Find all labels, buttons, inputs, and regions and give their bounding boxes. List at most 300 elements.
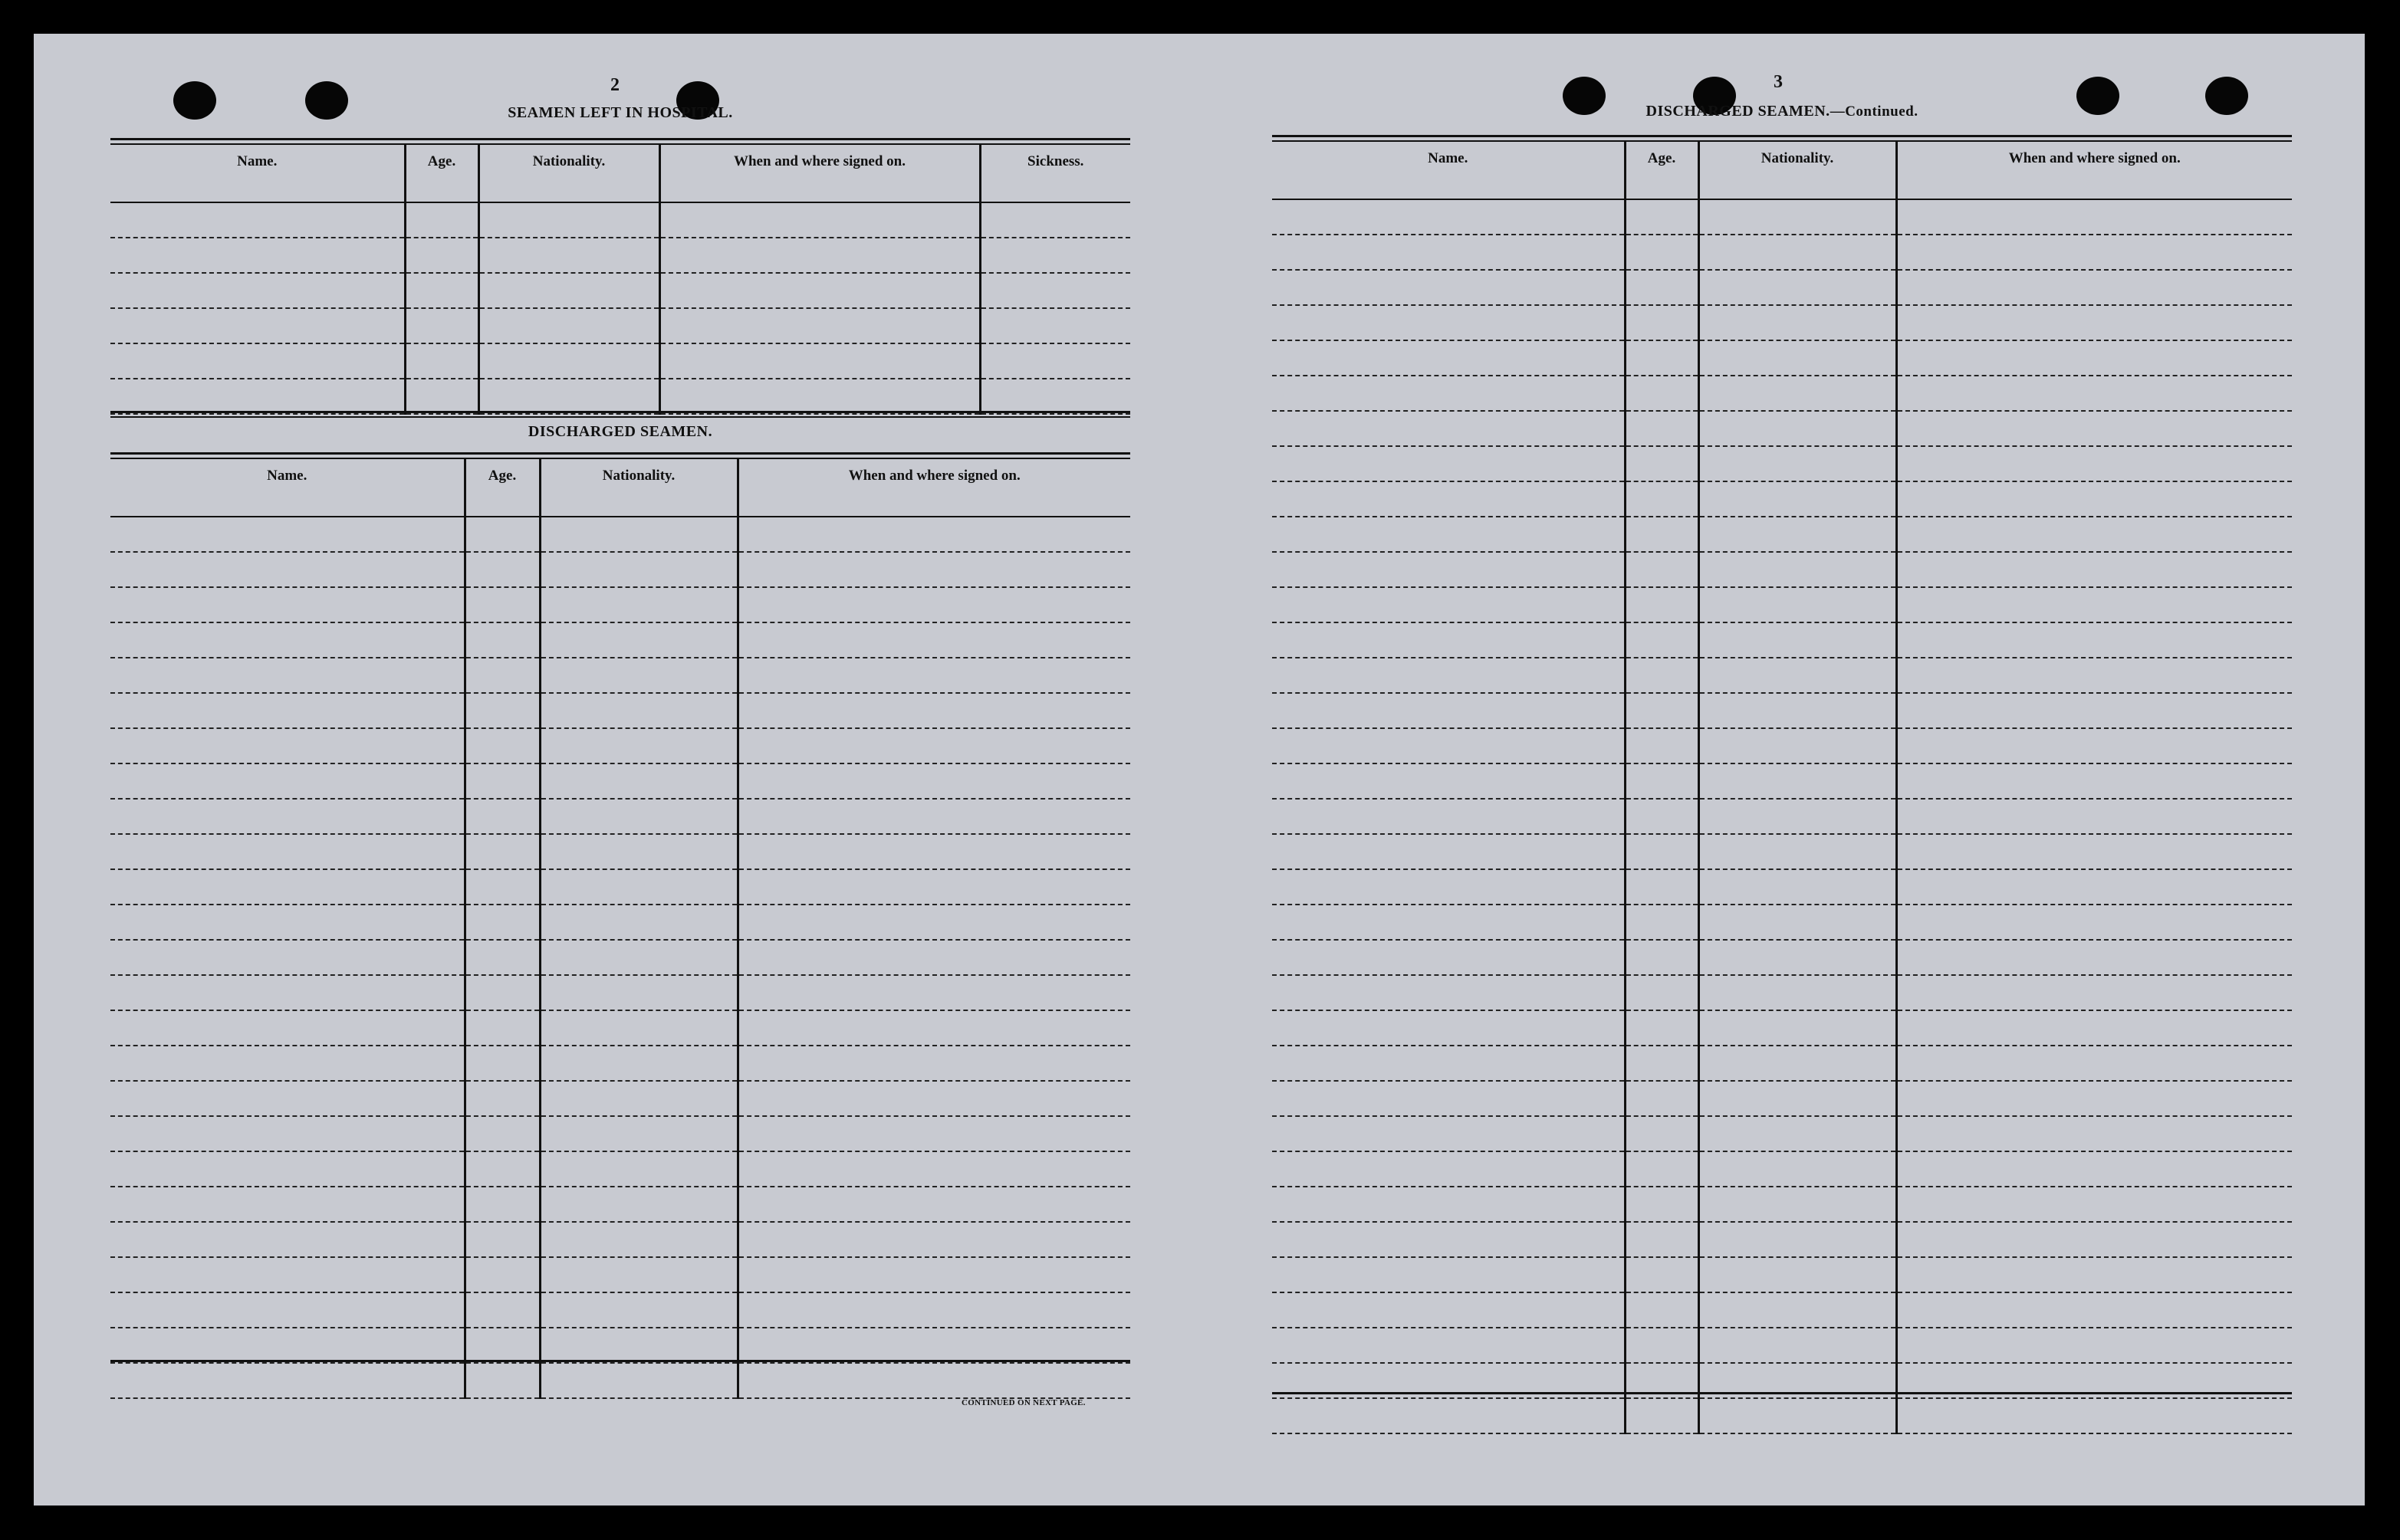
blank-entry-cell — [1698, 1046, 1896, 1081]
blank-entry-cell — [1272, 376, 1625, 411]
column-header: Nationality. — [540, 458, 738, 517]
blank-entry-cell — [1272, 481, 1625, 517]
blank-entry-cell — [1625, 1398, 1698, 1433]
blank-entry-cell — [1625, 1010, 1698, 1046]
section-rule — [110, 411, 1130, 418]
table-row — [110, 343, 1130, 379]
blank-entry-cell — [110, 1116, 465, 1151]
blank-entry-cell — [1698, 1257, 1896, 1292]
blank-entry-cell — [1625, 763, 1698, 799]
column-header: Name. — [1272, 141, 1625, 199]
blank-entry-cell — [738, 905, 1130, 940]
blank-entry-cell — [465, 1328, 540, 1363]
table-row — [110, 1081, 1130, 1116]
blank-entry-cell — [1272, 1222, 1625, 1257]
blank-entry-cell — [738, 1046, 1130, 1081]
blank-entry-cell — [1272, 763, 1625, 799]
blank-entry-cell — [110, 1010, 465, 1046]
blank-entry-cell — [1272, 270, 1625, 305]
table-row — [110, 763, 1130, 799]
blank-entry-cell — [1896, 446, 2292, 481]
blank-entry-cell — [980, 202, 1130, 238]
blank-entry-cell — [1896, 270, 2292, 305]
blank-entry-cell — [1698, 481, 1896, 517]
blank-entry-cell — [738, 1222, 1130, 1257]
column-header: When and where signed on. — [1896, 141, 2292, 199]
blank-entry-cell — [1896, 622, 2292, 658]
column-header: Age. — [465, 458, 540, 517]
blank-entry-cell — [465, 587, 540, 622]
discharged-continued-table — [1272, 141, 2292, 1434]
table-row — [1272, 411, 2292, 446]
blank-entry-cell — [110, 693, 465, 728]
blank-entry-cell — [1272, 1081, 1625, 1116]
blank-entry-cell — [465, 1081, 540, 1116]
blank-entry-cell — [1896, 199, 2292, 235]
blank-entry-cell — [405, 273, 478, 308]
blank-entry-cell — [465, 1010, 540, 1046]
blank-entry-cell — [1698, 834, 1896, 869]
table-row — [1272, 517, 2292, 552]
blank-entry-cell — [659, 238, 980, 273]
blank-entry-cell — [1272, 1151, 1625, 1187]
blank-entry-cell — [478, 273, 659, 308]
table-row — [110, 975, 1130, 1010]
blank-entry-cell — [738, 517, 1130, 552]
blank-entry-cell — [540, 1187, 738, 1222]
blank-entry-cell — [540, 869, 738, 905]
table-row — [1272, 1010, 2292, 1046]
blank-entry-cell — [110, 1328, 465, 1363]
blank-entry-cell — [465, 552, 540, 587]
blank-entry-cell — [980, 238, 1130, 273]
blank-entry-cell — [659, 273, 980, 308]
blank-entry-cell — [478, 238, 659, 273]
blank-entry-cell — [1625, 446, 1698, 481]
blank-entry-cell — [110, 587, 465, 622]
blank-entry-cell — [1272, 1257, 1625, 1292]
blank-entry-cell — [465, 763, 540, 799]
table-row — [110, 799, 1130, 834]
blank-entry-cell — [1698, 1328, 1896, 1363]
table-row — [110, 905, 1130, 940]
discharged-table — [110, 458, 1130, 1399]
blank-entry-cell — [1625, 199, 1698, 235]
blank-entry-cell — [540, 1328, 738, 1363]
blank-entry-cell — [1896, 834, 2292, 869]
blank-entry-cell — [540, 622, 738, 658]
blank-entry-cell — [1698, 305, 1896, 340]
discharged-continued-title — [1272, 103, 2292, 120]
blank-entry-cell — [1272, 728, 1625, 763]
blank-entry-cell — [1698, 1010, 1896, 1046]
column-header: When and where signed on. — [659, 144, 980, 202]
blank-entry-cell — [110, 1222, 465, 1257]
blank-entry-cell — [110, 940, 465, 975]
table-row — [110, 1116, 1130, 1151]
blank-entry-cell — [1272, 658, 1625, 693]
blank-entry-cell — [1896, 305, 2292, 340]
table-row — [110, 1222, 1130, 1257]
blank-entry-cell — [1625, 552, 1698, 587]
blank-entry-cell — [738, 763, 1130, 799]
blank-entry-cell — [1896, 1010, 2292, 1046]
table-row — [110, 517, 1130, 552]
blank-entry-cell — [1698, 940, 1896, 975]
blank-entry-cell — [110, 1187, 465, 1222]
blank-entry-cell — [738, 622, 1130, 658]
blank-entry-cell — [540, 975, 738, 1010]
blank-entry-cell — [1625, 728, 1698, 763]
blank-entry-cell — [110, 869, 465, 905]
table-row — [1272, 1257, 2292, 1292]
blank-entry-cell — [110, 905, 465, 940]
blank-entry-cell — [110, 308, 405, 343]
table-row — [110, 202, 1130, 238]
blank-entry-cell — [1698, 622, 1896, 658]
blank-entry-cell — [1698, 552, 1896, 587]
blank-entry-cell — [1625, 587, 1698, 622]
blank-entry-cell — [465, 658, 540, 693]
blank-entry-cell — [1272, 834, 1625, 869]
blank-entry-cell — [110, 202, 405, 238]
blank-entry-cell — [1272, 905, 1625, 940]
column-header: Name. — [110, 144, 405, 202]
blank-entry-cell — [1625, 693, 1698, 728]
blank-entry-cell — [540, 1222, 738, 1257]
blank-entry-cell — [540, 552, 738, 587]
blank-entry-cell — [1896, 1187, 2292, 1222]
blank-entry-cell — [478, 308, 659, 343]
blank-entry-cell — [738, 834, 1130, 869]
blank-entry-cell — [110, 658, 465, 693]
blank-entry-cell — [110, 1257, 465, 1292]
blank-entry-cell — [1896, 658, 2292, 693]
table-row — [1272, 622, 2292, 658]
blank-entry-cell — [1272, 869, 1625, 905]
blank-entry-cell — [540, 693, 738, 728]
blank-entry-cell — [659, 202, 980, 238]
table-bottom-rule — [110, 1360, 1130, 1362]
blank-entry-cell — [1698, 587, 1896, 622]
blank-entry-cell — [1896, 905, 2292, 940]
table-row — [1272, 975, 2292, 1010]
blank-entry-cell — [1698, 199, 1896, 235]
blank-entry-cell — [540, 1046, 738, 1081]
blank-entry-cell — [110, 379, 405, 414]
blank-entry-cell — [738, 1328, 1130, 1363]
blank-entry-cell — [1896, 728, 2292, 763]
blank-entry-cell — [465, 975, 540, 1010]
table-row — [1272, 1081, 2292, 1116]
blank-entry-cell — [405, 308, 478, 343]
blank-entry-cell — [1698, 340, 1896, 376]
blank-entry-cell — [1896, 1398, 2292, 1433]
blank-entry-cell — [738, 728, 1130, 763]
blank-entry-cell — [1272, 693, 1625, 728]
blank-entry-cell — [1625, 411, 1698, 446]
table-row — [1272, 552, 2292, 587]
blank-entry-cell — [1698, 1151, 1896, 1187]
blank-entry-cell — [110, 1081, 465, 1116]
blank-entry-cell — [110, 1292, 465, 1328]
blank-entry-cell — [1272, 235, 1625, 270]
blank-entry-cell — [1698, 1116, 1896, 1151]
blank-entry-cell — [540, 763, 738, 799]
table-row — [110, 273, 1130, 308]
blank-entry-cell — [738, 1187, 1130, 1222]
blank-entry-cell — [1698, 763, 1896, 799]
table-row — [1272, 693, 2292, 728]
blank-entry-cell — [1698, 1081, 1896, 1116]
blank-entry-cell — [738, 1116, 1130, 1151]
blank-entry-cell — [405, 343, 478, 379]
blank-entry-cell — [1625, 834, 1698, 869]
blank-entry-cell — [1896, 340, 2292, 376]
blank-entry-cell — [1698, 446, 1896, 481]
table-header-row — [110, 144, 1130, 202]
blank-entry-cell — [1896, 1328, 2292, 1363]
column-header: When and where signed on. — [738, 458, 1130, 517]
blank-entry-cell — [980, 343, 1130, 379]
blank-entry-cell — [738, 552, 1130, 587]
blank-entry-cell — [1272, 446, 1625, 481]
blank-entry-cell — [1896, 869, 2292, 905]
table-row — [1272, 869, 2292, 905]
blank-entry-cell — [1625, 481, 1698, 517]
blank-entry-cell — [1625, 1046, 1698, 1081]
blank-entry-cell — [738, 1292, 1130, 1328]
discharged-continued-title-main: DISCHARGED SEAMEN. — [1645, 103, 1830, 120]
blank-entry-cell — [1896, 1046, 2292, 1081]
blank-entry-cell — [738, 1081, 1130, 1116]
table-row — [1272, 728, 2292, 763]
blank-entry-cell — [405, 238, 478, 273]
blank-entry-cell — [110, 343, 405, 379]
blank-entry-cell — [1896, 587, 2292, 622]
table-row — [110, 1010, 1130, 1046]
table-row — [1272, 587, 2292, 622]
blank-entry-cell — [1272, 1046, 1625, 1081]
blank-entry-cell — [110, 238, 405, 273]
blank-entry-cell — [1625, 376, 1698, 411]
blank-entry-cell — [540, 1257, 738, 1292]
blank-entry-cell — [1272, 552, 1625, 587]
blank-entry-cell — [465, 1116, 540, 1151]
blank-entry-cell — [738, 1010, 1130, 1046]
column-header: Sickness. — [980, 144, 1130, 202]
blank-entry-cell — [1625, 658, 1698, 693]
blank-entry-cell — [1272, 411, 1625, 446]
table-row — [110, 1292, 1130, 1328]
blank-entry-cell — [1698, 799, 1896, 834]
blank-entry-cell — [1625, 305, 1698, 340]
blank-entry-cell — [1272, 799, 1625, 834]
table-row — [110, 238, 1130, 273]
blank-entry-cell — [1896, 481, 2292, 517]
blank-entry-cell — [540, 658, 738, 693]
blank-entry-cell — [1698, 270, 1896, 305]
blank-entry-cell — [1625, 1222, 1698, 1257]
blank-entry-cell — [1698, 376, 1896, 411]
column-header: Nationality. — [1698, 141, 1896, 199]
blank-entry-cell — [738, 693, 1130, 728]
blank-entry-cell — [1896, 693, 2292, 728]
blank-entry-cell — [1896, 940, 2292, 975]
table-row — [1272, 481, 2292, 517]
table-row — [1272, 1328, 2292, 1363]
blank-entry-cell — [1698, 693, 1896, 728]
column-header: Name. — [110, 458, 465, 517]
table-row — [110, 552, 1130, 587]
table-row — [1272, 799, 2292, 834]
blank-entry-cell — [1625, 1116, 1698, 1151]
table-row — [1272, 376, 2292, 411]
table-row — [110, 1363, 1130, 1398]
table-row — [1272, 905, 2292, 940]
table-row — [110, 1328, 1130, 1363]
blank-entry-cell — [465, 517, 540, 552]
blank-entry-cell — [1698, 411, 1896, 446]
table-row — [110, 1151, 1130, 1187]
blank-entry-cell — [1698, 1292, 1896, 1328]
table-row — [1272, 270, 2292, 305]
blank-entry-cell — [1272, 1010, 1625, 1046]
blank-entry-cell — [465, 1363, 540, 1398]
blank-entry-cell — [465, 905, 540, 940]
discharged-continued-title-suffix: —Continued. — [1830, 103, 1918, 120]
blank-entry-cell — [465, 869, 540, 905]
blank-entry-cell — [1896, 411, 2292, 446]
table-row — [110, 622, 1130, 658]
blank-entry-cell — [465, 1257, 540, 1292]
blank-entry-cell — [1698, 658, 1896, 693]
table-row — [110, 693, 1130, 728]
column-header: Age. — [405, 144, 478, 202]
blank-entry-cell — [738, 1151, 1130, 1187]
table-row — [110, 1046, 1130, 1081]
blank-entry-cell — [1896, 235, 2292, 270]
blank-entry-cell — [540, 1363, 738, 1398]
blank-entry-cell — [1625, 340, 1698, 376]
blank-entry-cell — [1625, 1257, 1698, 1292]
table-row — [1272, 940, 2292, 975]
blank-entry-cell — [405, 379, 478, 414]
table-row — [1272, 340, 2292, 376]
blank-entry-cell — [1896, 1151, 2292, 1187]
page-number: 2 — [610, 75, 620, 95]
blank-entry-cell — [110, 552, 465, 587]
blank-entry-cell — [110, 728, 465, 763]
table-row — [110, 379, 1130, 414]
blank-entry-cell — [1272, 940, 1625, 975]
blank-entry-cell — [465, 799, 540, 834]
blank-entry-cell — [980, 308, 1130, 343]
blank-entry-cell — [478, 343, 659, 379]
continued-note: CONTINUED ON NEXT PAGE. — [962, 1398, 1086, 1407]
blank-entry-cell — [1272, 1398, 1625, 1433]
table-row — [110, 658, 1130, 693]
table-row — [1272, 658, 2292, 693]
blank-entry-cell — [738, 658, 1130, 693]
table-row — [1272, 1292, 2292, 1328]
blank-entry-cell — [478, 379, 659, 414]
blank-entry-cell — [465, 940, 540, 975]
blank-entry-cell — [1625, 517, 1698, 552]
table-row — [110, 587, 1130, 622]
blank-entry-cell — [465, 1222, 540, 1257]
table-row — [110, 728, 1130, 763]
table-row — [110, 1187, 1130, 1222]
blank-entry-cell — [1272, 1328, 1625, 1363]
table-row — [1272, 1046, 2292, 1081]
blank-entry-cell — [980, 273, 1130, 308]
table-header-row — [1272, 141, 2292, 199]
blank-entry-cell — [110, 273, 405, 308]
blank-entry-cell — [1698, 1187, 1896, 1222]
blank-entry-cell — [465, 1151, 540, 1187]
blank-entry-cell — [110, 1363, 465, 1398]
table-row — [1272, 446, 2292, 481]
blank-entry-cell — [1625, 1292, 1698, 1328]
hospital-section-title: SEAMEN LEFT IN HOSPITAL. — [508, 104, 733, 121]
blank-entry-cell — [540, 1116, 738, 1151]
blank-entry-cell — [540, 517, 738, 552]
blank-entry-cell — [738, 940, 1130, 975]
blank-entry-cell — [1896, 1222, 2292, 1257]
blank-entry-cell — [1625, 1151, 1698, 1187]
blank-entry-cell — [465, 622, 540, 658]
blank-entry-cell — [465, 1292, 540, 1328]
blank-entry-cell — [1896, 1116, 2292, 1151]
blank-entry-cell — [659, 308, 980, 343]
blank-entry-cell — [540, 1010, 738, 1046]
blank-entry-cell — [738, 587, 1130, 622]
blank-entry-cell — [110, 517, 465, 552]
blank-entry-cell — [1625, 1187, 1698, 1222]
table-row — [1272, 1187, 2292, 1222]
blank-entry-cell — [1625, 1328, 1698, 1363]
blank-entry-cell — [1272, 975, 1625, 1010]
blank-entry-cell — [738, 1363, 1130, 1398]
blank-entry-cell — [1625, 975, 1698, 1010]
blank-entry-cell — [738, 799, 1130, 834]
blank-entry-cell — [540, 905, 738, 940]
column-header: Age. — [1625, 141, 1698, 199]
blank-entry-cell — [110, 1151, 465, 1187]
blank-entry-cell — [1698, 869, 1896, 905]
blank-entry-cell — [540, 940, 738, 975]
blank-entry-cell — [1625, 1081, 1698, 1116]
blank-entry-cell — [110, 1046, 465, 1081]
blank-entry-cell — [738, 1257, 1130, 1292]
blank-entry-cell — [478, 202, 659, 238]
blank-entry-cell — [465, 1187, 540, 1222]
blank-entry-cell — [1896, 799, 2292, 834]
blank-entry-cell — [110, 622, 465, 658]
blank-entry-cell — [1896, 1257, 2292, 1292]
blank-entry-cell — [1896, 1081, 2292, 1116]
blank-entry-cell — [110, 834, 465, 869]
table-row — [1272, 235, 2292, 270]
blank-entry-cell — [465, 834, 540, 869]
blank-entry-cell — [1272, 199, 1625, 235]
blank-entry-cell — [1698, 728, 1896, 763]
blank-entry-cell — [659, 379, 980, 414]
blank-entry-cell — [1698, 517, 1896, 552]
blank-entry-cell — [540, 587, 738, 622]
blank-entry-cell — [465, 728, 540, 763]
